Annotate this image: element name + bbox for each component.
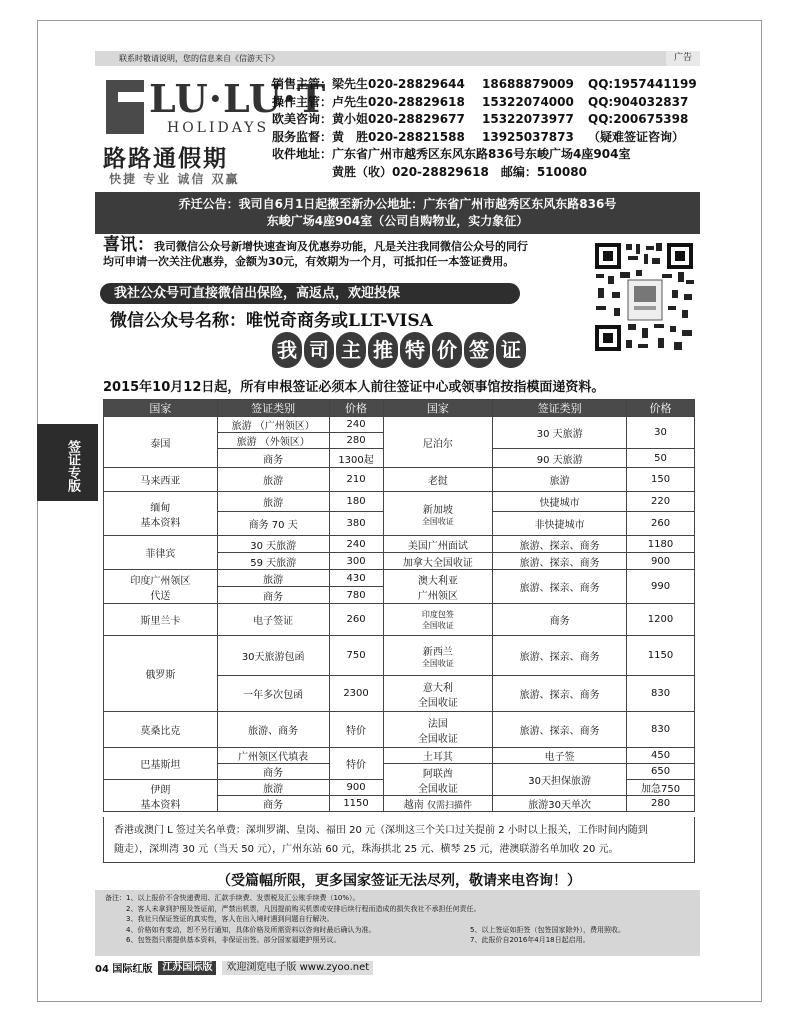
featured-char: 我 xyxy=(272,332,302,368)
logo-mark-icon xyxy=(106,80,144,134)
col-header-country: 国家 xyxy=(104,400,218,417)
news-text-1: 我司微信公众号新增快速查询及优惠券功能，凡是关注我同微信公众号的同行 xyxy=(154,240,528,253)
logo-brand: LU·LU·T xyxy=(149,76,327,121)
type-cell: 旅游 xyxy=(217,780,329,796)
ad-tag: 广告 xyxy=(666,51,700,66)
remarks-box xyxy=(95,890,700,956)
table-row xyxy=(104,492,695,512)
contact-row xyxy=(272,76,702,94)
price-cell: 830 xyxy=(627,676,695,712)
edition-tag: 江苏国际版 xyxy=(158,961,216,975)
country-cell: 马来西亚 xyxy=(104,468,218,492)
relocation-notice xyxy=(95,192,700,234)
featured-char: 签 xyxy=(464,332,494,368)
price-cell: 380 xyxy=(329,512,383,536)
remark-line xyxy=(105,925,690,936)
type-cell: 旅游 xyxy=(217,492,329,512)
country-note: 代送 xyxy=(150,590,171,602)
country-cell: 俄罗斯 xyxy=(104,636,218,712)
country-cell xyxy=(383,712,493,748)
contact-mobile: 15322074000 xyxy=(482,94,574,109)
address-text: 收件地址：广东省广州市越秀区东风东路836号东峻广场4座904室 xyxy=(272,147,631,161)
table-row xyxy=(104,468,695,492)
table-row xyxy=(104,417,695,433)
table-header-row xyxy=(104,400,695,417)
country-name: 印度广州领区 xyxy=(130,575,191,587)
country-cell: 美国广州面试 xyxy=(383,536,493,553)
price-cell: 990 xyxy=(627,570,695,604)
price-cell: 150 xyxy=(627,468,695,492)
country-name: 伊朗 xyxy=(150,784,171,796)
country-name: 越南 xyxy=(403,800,424,811)
price-cell: 780 xyxy=(329,587,383,604)
contact-name: 欧美咨询：黄小姐020-28829677 xyxy=(272,112,465,126)
contact-name: 操作主管：卢先生020-28829618 xyxy=(272,94,465,109)
type-cell: 商务 xyxy=(493,604,627,636)
fee-note-line-1: 香港或澳门 L 签过关名单费：深圳罗湖、皇岗、福田 20 元（深圳这三个关口过关提前 2 小时以上报关，工作时间内随到 xyxy=(114,825,648,836)
price-cell: 30 xyxy=(627,417,695,449)
header-strip xyxy=(95,51,700,66)
news-lead: 喜讯： xyxy=(103,235,154,255)
price-cell: 220 xyxy=(627,492,695,512)
price-cell: 1150 xyxy=(329,796,383,812)
featured-char: 司 xyxy=(304,332,334,368)
col-header-country: 国家 xyxy=(383,400,493,417)
visa-price-table xyxy=(103,399,695,812)
price-cell: 2300 xyxy=(329,676,383,712)
logo-chinese-name: 路路通假期 xyxy=(103,145,228,172)
remark-text: 5、以上签证如拒签（包签国家除外），费用照收。 xyxy=(470,925,625,934)
country-note: 全国收证 xyxy=(417,697,458,709)
country-name: 新西兰 xyxy=(422,646,453,658)
type-cell: 30 天旅游 xyxy=(493,417,627,449)
price-cell: 650 xyxy=(627,764,695,780)
country-cell xyxy=(104,570,218,604)
notice-line-1: 乔迁公告：我司自6月1日起搬至新办公地址：广东省广州市越秀区东风东路836号 xyxy=(178,197,617,211)
type-cell: 旅游 （外领区） xyxy=(217,433,329,449)
type-cell: 30天旅游包函 xyxy=(217,636,329,676)
country-note: 仅需扫描件 xyxy=(426,801,472,811)
price-cell: 特价 xyxy=(329,712,383,748)
type-cell: 电子签证 xyxy=(217,604,329,636)
price-cell: 240 xyxy=(329,536,383,553)
price-cell: 280 xyxy=(329,433,383,449)
country-cell xyxy=(383,492,493,536)
type-cell: 旅游、探亲、商务 xyxy=(493,636,627,676)
country-cell xyxy=(104,492,218,536)
country-cell: 老挝 xyxy=(383,468,493,492)
price-cell: 1150 xyxy=(627,636,695,676)
contact-recipient xyxy=(272,164,702,182)
contact-mobile: 13925037873 xyxy=(482,129,574,144)
recipient-text: 黄胜（收）020-28829618 邮编：510080 xyxy=(272,164,587,179)
remark-line xyxy=(105,935,690,946)
country-name: 缅甸 xyxy=(150,502,171,514)
contact-qq: （疑难签证咨询） xyxy=(588,129,685,144)
type-cell: 旅游、探亲、商务 xyxy=(493,553,627,570)
news-text-2: 均可申请一次关注优惠券，金额为30元，有效期为一个月，可抵扣任一本签证费用。 xyxy=(103,255,515,268)
logo-holidays: HOLIDAYS xyxy=(167,120,270,136)
price-cell: 1180 xyxy=(627,536,695,553)
country-cell: 土耳其 xyxy=(383,748,493,764)
featured-visa-title xyxy=(258,330,540,370)
table-row xyxy=(104,604,695,636)
country-cell xyxy=(383,796,493,812)
remark-text: 7、此报价自2016年4月18日起启用。 xyxy=(470,936,590,944)
page-number: 04 国际红版 xyxy=(95,964,153,975)
wechat-account-name: 微信公众号名称：唯悦奇商务或LLT-VISA xyxy=(110,311,433,331)
qr-code-icon xyxy=(592,240,696,354)
type-cell: 旅游 xyxy=(217,468,329,492)
side-section-tab: 签证专版 xyxy=(37,424,98,501)
price-cell: 1300起 xyxy=(329,449,383,468)
country-note: 全国收证 xyxy=(421,620,454,630)
remark-line: 3、我社只保证签证的真实性，客人在出入境时遇到问题自行解决。 xyxy=(105,915,334,923)
price-cell: 加急750 xyxy=(627,780,695,796)
price-cell: 830 xyxy=(627,712,695,748)
contact-list xyxy=(272,76,702,181)
website-link[interactable]: 欢迎浏览电子版 www.zyoo.net xyxy=(222,961,373,975)
country-cell: 菲律宾 xyxy=(104,536,218,570)
country-cell: 泰国 xyxy=(104,417,218,468)
type-cell: 旅游、商务 xyxy=(217,712,329,748)
type-cell: 旅游 xyxy=(217,570,329,587)
logo-slogan: 快捷 专业 诚信 双赢 xyxy=(109,172,240,186)
contact-name: 销售主管：梁先生020-28829644 xyxy=(272,77,465,91)
country-note: 基本资料 xyxy=(140,799,181,811)
price-cell: 900 xyxy=(329,780,383,796)
country-name: 澳大利亚 xyxy=(417,575,458,587)
country-name: 意大利 xyxy=(422,682,453,694)
type-cell: 30天担保旅游 xyxy=(493,764,627,796)
type-cell: 旅游 （广州领区） xyxy=(217,417,329,433)
price-cell: 900 xyxy=(627,553,695,570)
table-row xyxy=(104,570,695,587)
featured-char: 推 xyxy=(368,332,398,368)
contact-name: 服务监督：黄 胜020-28821588 xyxy=(272,129,465,144)
remark-text: 6、包签指只需提供基本资料，非保证出签。部分国家福建护照另议。 xyxy=(105,936,341,944)
remark-line: 2、客人未拿到护照及签证前，严禁出机票，凡因提前购买机票或安排后续行程而造成的损失我社不承担任何责任。 xyxy=(105,904,481,913)
insurance-banner: 我社公众号可直接微信出保险，高返点，欢迎投保 xyxy=(100,283,520,304)
table-row xyxy=(104,712,695,748)
type-cell: 旅游30天单次 xyxy=(493,796,627,812)
country-note: 全国收证 xyxy=(421,516,454,526)
type-cell: 旅游、探亲、商务 xyxy=(493,570,627,604)
country-note: 全国收证 xyxy=(417,733,458,745)
price-cell: 430 xyxy=(329,570,383,587)
type-cell: 旅游、探亲、商务 xyxy=(493,676,627,712)
country-cell: 巴基斯坦 xyxy=(104,748,218,780)
contact-row xyxy=(272,111,702,129)
country-cell xyxy=(383,604,493,636)
col-header-type: 签证类别 xyxy=(217,400,329,417)
country-note: 全国收证 xyxy=(421,658,454,668)
header-strip-text: 联系时敬请说明，您的信息来自《信游天下》 xyxy=(119,54,279,63)
company-logo xyxy=(97,70,327,188)
country-cell xyxy=(383,636,493,676)
type-cell: 商务 70 天 xyxy=(217,512,329,536)
country-cell xyxy=(383,570,493,604)
country-cell: 加拿大全国收证 xyxy=(383,553,493,570)
country-note: 全国收证 xyxy=(417,783,458,795)
featured-char: 价 xyxy=(432,332,462,368)
country-cell: 尼泊尔 xyxy=(383,417,493,468)
col-header-price: 价格 xyxy=(329,400,383,417)
price-cell: 1200 xyxy=(627,604,695,636)
price-cell: 750 xyxy=(329,636,383,676)
type-cell: 电子签 xyxy=(493,748,627,764)
contact-mobile: 15322073977 xyxy=(482,112,574,126)
type-cell: 商务 xyxy=(217,449,329,468)
col-header-price: 价格 xyxy=(627,400,695,417)
contact-qq: QQ:200675398 xyxy=(588,112,689,126)
country-name: 阿联酋 xyxy=(422,768,453,780)
table-row xyxy=(104,636,695,676)
qr-code-graphic xyxy=(592,240,696,354)
country-cell xyxy=(104,780,218,812)
type-cell: 广州领区代填表 xyxy=(217,748,329,764)
price-cell: 180 xyxy=(329,492,383,512)
hk-macau-fee-note xyxy=(103,817,695,863)
type-cell: 非快捷城市 xyxy=(493,512,627,536)
featured-char: 特 xyxy=(400,332,430,368)
price-cell: 50 xyxy=(627,449,695,468)
remark-line: 备注：1、以上报价不含快递费用、汇款手续费、发票税及汇公账手续费（10%）。 xyxy=(105,894,360,902)
type-cell: 59 天旅游 xyxy=(217,553,329,570)
type-cell: 快捷城市 xyxy=(493,492,627,512)
schengen-policy: 2015年10月12日起，所有申根签证必须本人前往签证中心或领事馆按指模面递资料。 xyxy=(103,380,605,395)
contact-row xyxy=(272,129,702,147)
type-cell: 一年多次包函 xyxy=(217,676,329,712)
type-cell: 旅游、探亲、商务 xyxy=(493,712,627,748)
contact-row xyxy=(272,94,702,112)
featured-char: 证 xyxy=(496,332,526,368)
contact-address xyxy=(272,146,702,164)
type-cell: 旅游、探亲、商务 xyxy=(493,536,627,553)
type-cell: 30 天旅游 xyxy=(217,536,329,553)
col-header-type: 签证类别 xyxy=(493,400,627,417)
price-cell: 特价 xyxy=(329,748,383,780)
page-footer xyxy=(95,960,373,975)
type-cell: 商务 xyxy=(217,764,329,780)
country-name: 新加坡 xyxy=(422,504,453,516)
featured-char: 主 xyxy=(336,332,366,368)
notice-line-2: 东峻广场4座904室（公司自购物业，实力象征） xyxy=(266,214,529,228)
table-row xyxy=(104,536,695,553)
contact-mobile: 18688879009 xyxy=(482,77,574,91)
table-row xyxy=(104,748,695,764)
contact-qq: QQ:1957441199 xyxy=(588,77,697,91)
price-cell: 450 xyxy=(627,748,695,764)
country-cell xyxy=(383,676,493,712)
country-note: 广州领区 xyxy=(417,590,458,602)
inquiry-note: （受篇幅所限，更多国家签证无法尽列，敬请来电咨询！） xyxy=(217,873,581,889)
price-cell: 210 xyxy=(329,468,383,492)
fee-note-line-2: 随走），深圳湾 30 元（当天 50 元），广州东站 60 元，珠海拱北 25 元、横琴 25 元，港澳联游名单加收 20 元。 xyxy=(114,844,619,855)
price-cell: 300 xyxy=(329,553,383,570)
news-block xyxy=(103,235,593,269)
type-cell: 商务 xyxy=(217,796,329,812)
country-note: 基本资料 xyxy=(140,517,181,529)
type-cell: 90 天旅游 xyxy=(493,449,627,468)
country-name: 法国 xyxy=(427,718,448,730)
country-cell: 莫桑比克 xyxy=(104,712,218,748)
price-cell: 280 xyxy=(627,796,695,812)
country-name: 印度包签 xyxy=(421,609,454,619)
type-cell: 商务 xyxy=(217,587,329,604)
price-cell: 240 xyxy=(329,417,383,433)
country-cell xyxy=(383,764,493,796)
remark-text: 4、价格如有变动，恕不另行通知，具体价格及所需资料以咨询时最后确认为准。 xyxy=(105,925,376,934)
contact-qq: QQ:904032837 xyxy=(588,94,689,109)
type-cell: 旅游 xyxy=(493,468,627,492)
price-cell: 260 xyxy=(329,604,383,636)
price-cell: 260 xyxy=(627,512,695,536)
country-cell: 斯里兰卡 xyxy=(104,604,218,636)
